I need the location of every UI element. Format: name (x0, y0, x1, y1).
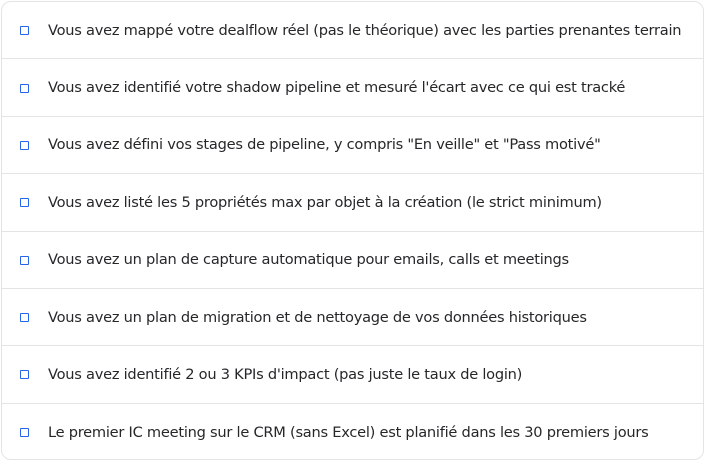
checkbox[interactable] (20, 198, 29, 207)
checklist-item[interactable] (2, 174, 703, 231)
checklist-item-label: Vous avez identifié 2 ou 3 KPIs d'impact (pas juste le taux de login) (48, 365, 523, 383)
checklist-item[interactable] (2, 232, 703, 289)
checkbox[interactable] (20, 84, 29, 93)
checklist-item[interactable] (2, 117, 703, 174)
checklist-item[interactable] (2, 59, 703, 116)
checklist-item-label: Vous avez mappé votre dealflow réel (pas le théorique) avec les parties prenantes terrain (48, 21, 682, 39)
checklist-item-label: Vous avez identifié votre shadow pipeline et mesuré l'écart avec ce qui est tracké (48, 79, 626, 97)
checkbox[interactable] (20, 370, 29, 379)
checklist-item-label: Vous avez un plan de migration et de nettoyage de vos données historiques (48, 308, 587, 326)
checkbox[interactable] (20, 141, 29, 150)
checkbox[interactable] (20, 26, 29, 35)
checklist-item-label: Vous avez un plan de capture automatique pour emails, calls et meetings (48, 251, 569, 269)
checklist-item[interactable] (2, 346, 703, 403)
checklist (1, 1, 704, 460)
checkbox[interactable] (20, 313, 29, 322)
checklist-item[interactable] (2, 404, 703, 460)
checklist-item[interactable] (2, 2, 703, 59)
checklist-item[interactable] (2, 289, 703, 346)
checkbox[interactable] (20, 256, 29, 265)
checklist-item-label: Le premier IC meeting sur le CRM (sans Excel) est planifié dans les 30 premiers jours (48, 423, 649, 441)
checklist-item-label: Vous avez défini vos stages de pipeline, y compris "En veille" et "Pass motivé" (48, 136, 601, 154)
checklist-item-label: Vous avez listé les 5 propriétés max par objet à la création (le strict minimum) (48, 193, 602, 211)
checkbox[interactable] (20, 428, 29, 437)
